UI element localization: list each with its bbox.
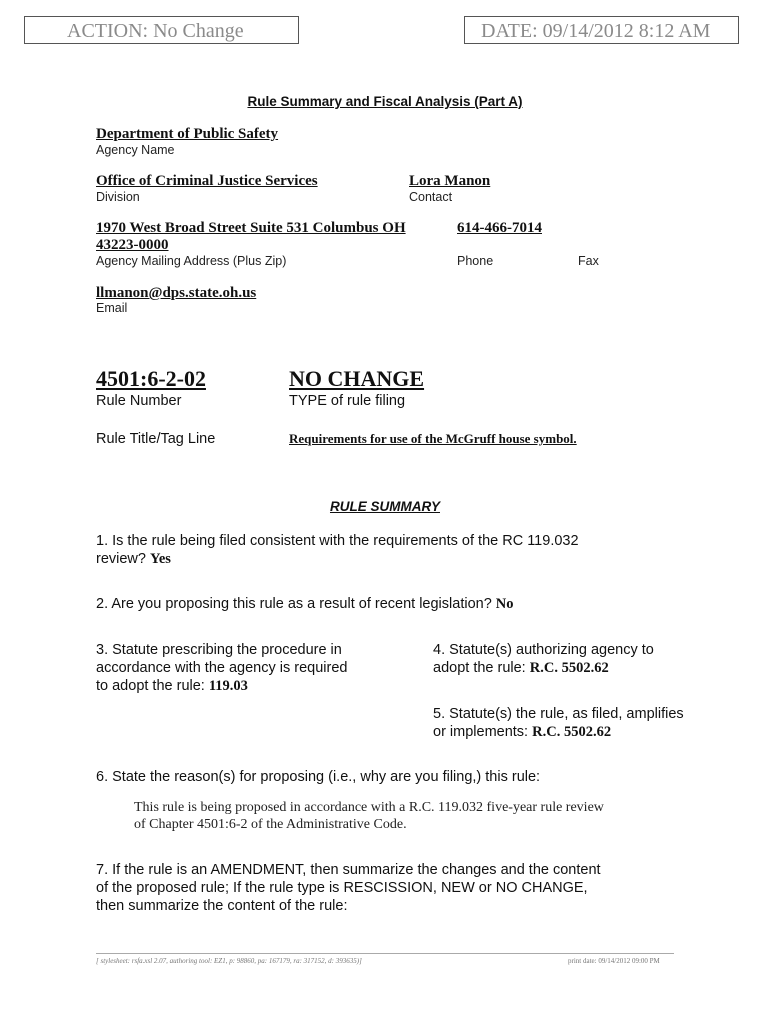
- phone-label: Phone: [457, 254, 494, 268]
- question-1: [96, 532, 579, 568]
- question-7-line1: 7. If the rule is an AMENDMENT, then summarize the changes and the content: [96, 862, 601, 878]
- footer-print-date: print date: 09/14/2012 09:00 PM: [568, 957, 660, 965]
- filing-type-value: NO CHANGE: [289, 366, 425, 391]
- question-7-line3: then summarize the content of the rule:: [96, 898, 348, 914]
- rule-title-label: Rule Title/Tag Line: [96, 431, 216, 447]
- address-line1-value: 1970 West Broad Street Suite 531 Columbus OH: [96, 220, 406, 236]
- question-3-answer: 119.03: [208, 678, 248, 694]
- question-1-line1: 1. Is the rule being filed consistent with the requirements of the RC 119.032: [96, 533, 579, 549]
- fax-label: Fax: [578, 254, 599, 268]
- division-label: Division: [96, 190, 140, 204]
- address-line2-value: 43223-0000: [96, 237, 169, 253]
- question-4-line1: 4. Statute(s) authorizing agency to: [433, 642, 654, 658]
- rule-number-label: Rule Number: [96, 393, 182, 409]
- question-2: [96, 595, 514, 613]
- question-4-line2: adopt the rule:: [433, 660, 526, 676]
- rule-summary-heading: RULE SUMMARY: [329, 499, 440, 514]
- question-4-answer: R.C. 5502.62: [529, 660, 609, 676]
- question-2-answer: No: [495, 596, 514, 612]
- action-status-label: ACTION: No Change: [67, 20, 244, 42]
- question-1-answer: Yes: [150, 551, 171, 567]
- question-3: [96, 641, 347, 695]
- contact-value: Lora Manon: [409, 173, 491, 189]
- filing-type-label: TYPE of rule filing: [289, 393, 406, 409]
- rule-title-value: Requirements for use of the McGruff house symbol.: [289, 431, 577, 446]
- question-6-answer-line2: of Chapter 4501:6-2 of the Administrative Code.: [134, 817, 407, 832]
- question-2-text: 2. Are you proposing this rule as a result of recent legislation?: [96, 596, 492, 612]
- phone-value: 614-466-7014: [457, 220, 542, 236]
- question-6-answer: [134, 799, 604, 833]
- email-value: llmanon@dps.state.oh.us: [96, 285, 257, 301]
- question-5: [433, 705, 684, 741]
- question-6-text: 6. State the reason(s) for proposing (i.e., why are you filing,) this rule:: [96, 769, 541, 785]
- contact-label: Contact: [409, 190, 453, 204]
- question-4: [433, 641, 654, 677]
- question-5-line2: or implements:: [433, 724, 529, 740]
- question-3-line3: to adopt the rule:: [96, 678, 205, 694]
- action-status-box: [24, 16, 299, 44]
- date-box: [464, 16, 739, 44]
- address-label: Agency Mailing Address (Plus Zip): [96, 254, 287, 268]
- rule-number-value: 4501:6-2-02: [96, 366, 206, 391]
- question-5-line1: 5. Statute(s) the rule, as filed, amplifies: [433, 706, 684, 722]
- footer-divider: [96, 953, 674, 954]
- question-5-answer: R.C. 5502.62: [532, 724, 612, 740]
- question-7-line2: of the proposed rule; If the rule type is RESCISSION, NEW or NO CHANGE,: [96, 880, 588, 896]
- question-3-line2: accordance with the agency is required: [96, 660, 348, 676]
- email-label: Email: [96, 301, 128, 315]
- division-value: Office of Criminal Justice Services: [96, 173, 318, 189]
- question-3-line1: 3. Statute prescribing the procedure in: [96, 642, 342, 658]
- agency-name-value: Department of Public Safety: [96, 126, 279, 142]
- date-label: DATE: 09/14/2012 8:12 AM: [481, 20, 711, 42]
- page-title: Rule Summary and Fiscal Analysis (Part A): [247, 94, 523, 109]
- agency-name-label: Agency Name: [96, 143, 175, 157]
- question-7: [96, 861, 601, 915]
- question-6-answer-line1: This rule is being proposed in accordance with a R.C. 119.032 five-year rule review: [134, 800, 604, 815]
- question-1-line2: review?: [96, 551, 146, 567]
- footer-stylesheet-info: [ stylesheet: rsfa.xsl 2.07, authoring tool: EZ1, p: 98860, pa: 167179, ra: 317152, d: 393635)]: [96, 957, 362, 965]
